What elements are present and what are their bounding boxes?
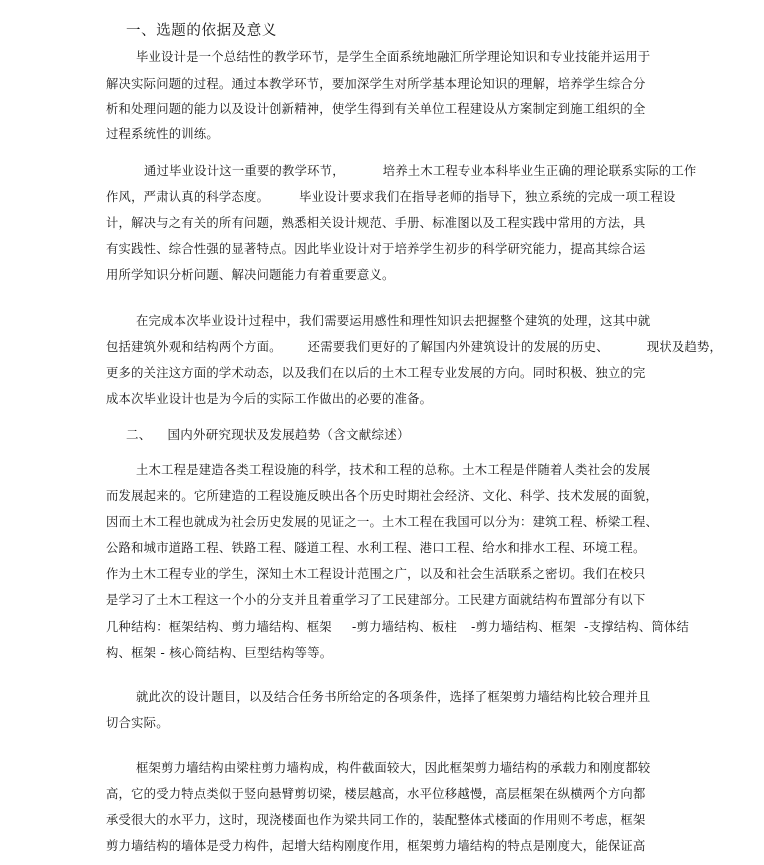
paragraph-line: [106, 618, 689, 636]
text-segment: 毕业设计要求我们在指导老师的指导下，独立系统的完成一项工程设: [299, 190, 676, 204]
text-segment: -支撑结构、筒体结: [584, 620, 690, 634]
text-segment: 培养土木工程专业本科毕业生正确的理论联系实际的工作: [382, 164, 697, 178]
text-segment: 几种结构：框架结构、剪力墙结构、框架: [106, 620, 332, 634]
paragraph-line: 就此次的设计题目，以及结合任务书所给定的各项条件，选择了框架剪力墙结构比较合理并且: [136, 690, 651, 704]
paragraph-line: 承受很大的水平力，这时，现浇楼面也作为梁共同工作的，装配整体式楼面的作用则不考虑，框架: [106, 813, 646, 827]
paragraph-line: [106, 338, 722, 356]
paragraph-line: 析和处理问题的能力以及设计创新精神，使学生得到有关单位工程建设从方案制定到施工组织的全: [106, 102, 646, 116]
text-segment: 包括建筑外观和结构两个方面。: [106, 340, 282, 354]
paragraph-line: 解决实际问题的过程。通过本教学环节，要加深学生对所学基本理论知识的理解，培养学生综合分: [106, 77, 646, 91]
paragraph-line: 框架剪力墙结构由梁柱剪力墙构成，构件截面较大，因此框架剪力墙结构的承载力和刚度都较: [136, 761, 651, 775]
section-1-heading: 一、选题的依据及意义: [126, 23, 277, 39]
text-segment: -剪力墙结构、框架: [470, 620, 577, 634]
paragraph-line: 用所学知识分析问题、解决问题能力有着重要意义。: [106, 268, 395, 282]
paragraph-line: 有实践性、综合性强的显著特点。因此毕业设计对于培养学生初步的科学研究能力，提高其综合运: [106, 242, 646, 256]
text-segment: 作风，严肃认真的科学态度。: [106, 190, 270, 204]
paragraph-line: 过程系统性的训练。: [106, 127, 219, 141]
paragraph-line: 更多的关注这方面的学术动态，以及我们在以后的土木工程专业发展的方向。同时积极、独立的完: [106, 366, 646, 380]
paragraph-line: 是学习了土木工程这一个小的分支并且着重学习了工民建部分。工民建方面就结构布置部分有以下: [106, 593, 646, 607]
heading-text: 国内外研究现状及发展趋势（含文献综述）: [167, 427, 410, 442]
section-2-heading: [126, 426, 410, 444]
paragraph-line: 公路和城市道路工程、铁路工程、隧道工程、水利工程、港口工程、给水和排水工程、环境工程。: [106, 541, 646, 555]
paragraph-line: [106, 188, 676, 206]
text-segment: 通过毕业设计这一重要的教学环节，: [144, 164, 345, 178]
paragraph-line: 作为土木工程专业的学生，深知土木工程设计范围之广，以及和社会生活联系之密切。我们在校只: [106, 567, 646, 581]
heading-number: 二、: [126, 427, 152, 442]
paragraph-line: 而发展起来的。它所建造的工程设施反映出各个历史时期社会经济、文化、科学、技术发展的面貌，: [106, 489, 659, 503]
paragraph-line: 构、框架 - 核心筒结构、巨型结构等等。: [106, 646, 333, 660]
paragraph-line: 土木工程是建造各类工程设施的科学，技术和工程的总称。土木工程是伴随着人类社会的发展: [136, 463, 651, 477]
text-segment: -剪力墙结构、板柱: [351, 620, 457, 634]
paragraph-line: 因而土木工程也就成为社会历史发展的见证之一。土木工程在我国可以分为：建筑工程、桥梁工程、: [106, 515, 659, 529]
text-segment: 现状及趋势，: [646, 340, 723, 354]
paragraph-line: 切合实际。: [106, 716, 169, 730]
paragraph-line: 成本次毕业设计也是为今后的实际工作做出的必要的准备。: [106, 392, 433, 406]
paragraph-line: 剪力墙结构的墙体是受力构件，起增大结构刚度作用，框架剪力墙结构的特点是刚度大，能保证高: [106, 839, 646, 853]
paragraph-line: 高，它的受力特点类似于竖向悬臂剪切梁，楼层越高，水平位移越慢，高层框架在纵横两个方向都: [106, 787, 646, 801]
paragraph-line: 毕业设计是一个总结性的教学环节，是学生全面系统地融汇所学理论知识和专业技能并运用于: [136, 50, 651, 64]
paragraph-line: 计，解决与之有关的所有问题，熟悉相关设计规范、手册、标准图以及工程实践中常用的方法，具: [106, 216, 646, 230]
text-segment: 还需要我们更好的了解国内外建筑设计的发展的历史、: [307, 340, 609, 354]
paragraph-line: [144, 162, 696, 180]
paragraph-line: 在完成本次毕业设计过程中，我们需要运用感性和理性知识去把握整个建筑的处理，这其中就: [136, 314, 651, 328]
